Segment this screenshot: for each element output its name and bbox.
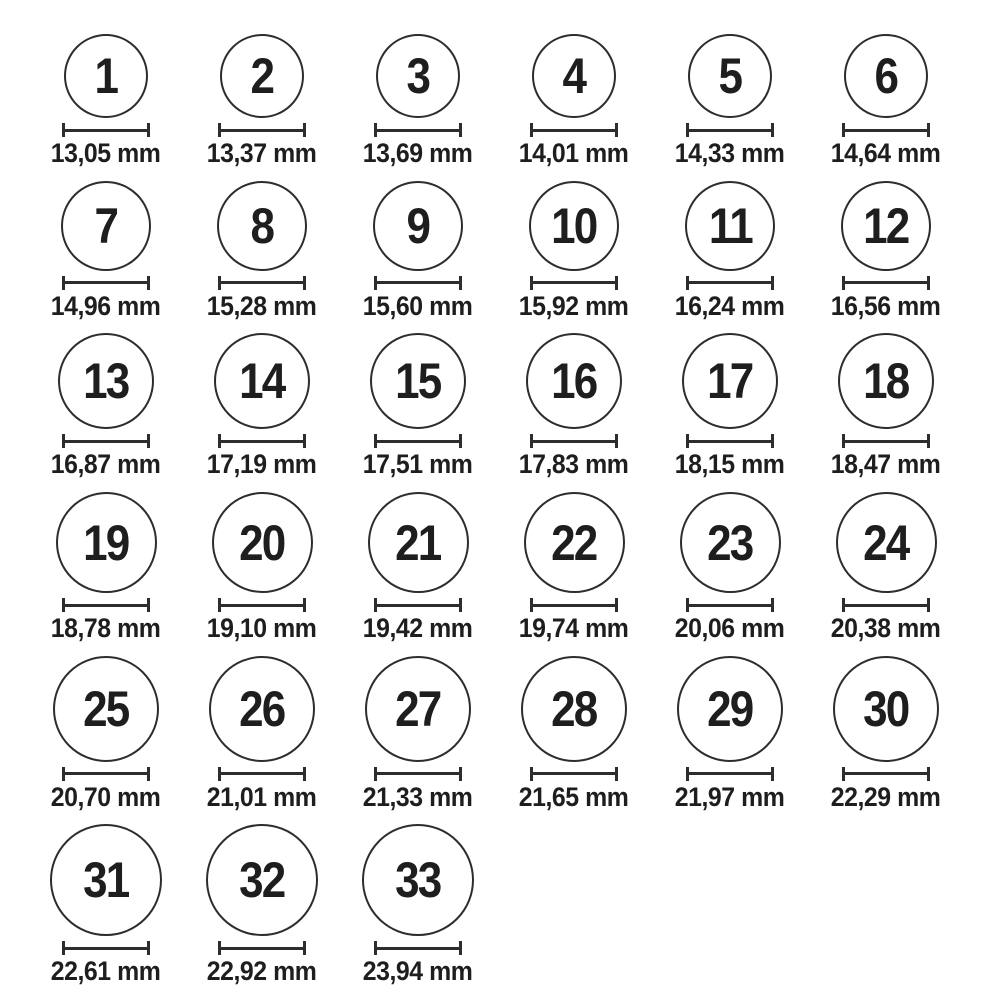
diameter-label: 16,56 mm bbox=[831, 290, 941, 321]
ring-size-item bbox=[652, 492, 808, 644]
ring-size-item bbox=[496, 492, 652, 644]
diameter-label: 16,87 mm bbox=[51, 449, 161, 480]
diameter-measure-line bbox=[530, 123, 618, 137]
ring-circle bbox=[529, 181, 619, 271]
diameter-measure-line bbox=[530, 767, 618, 781]
ring-circle bbox=[365, 656, 471, 762]
ring-size-number: 3 bbox=[406, 48, 430, 104]
diameter-measure-line bbox=[374, 434, 462, 448]
ring-size-item bbox=[808, 34, 964, 169]
diameter-measure-line bbox=[374, 123, 462, 137]
ring-size-item bbox=[28, 181, 184, 322]
ring-size-item bbox=[496, 333, 652, 480]
ring-size-item bbox=[808, 492, 964, 644]
ring-size-item bbox=[28, 824, 184, 987]
ring-circle bbox=[682, 333, 778, 429]
diameter-label: 19,74 mm bbox=[519, 613, 629, 644]
diameter-measure-line bbox=[62, 598, 150, 612]
diameter-measure-line bbox=[842, 123, 930, 137]
ring-size-item bbox=[28, 492, 184, 644]
diameter-measure-line bbox=[374, 276, 462, 290]
ring-circle bbox=[64, 34, 148, 118]
ring-size-number: 29 bbox=[707, 680, 753, 737]
diameter-label: 15,60 mm bbox=[363, 290, 473, 321]
ring-size-number: 32 bbox=[239, 852, 285, 909]
chart-row bbox=[28, 34, 964, 169]
diameter-measure-line bbox=[218, 123, 306, 137]
ring-size-number: 14 bbox=[239, 353, 285, 410]
ring-circle bbox=[370, 333, 466, 429]
ring-size-number: 16 bbox=[551, 353, 597, 410]
diameter-measure-line bbox=[686, 276, 774, 290]
diameter-label: 13,37 mm bbox=[207, 138, 317, 168]
ring-size-number: 28 bbox=[551, 680, 597, 737]
diameter-measure-line bbox=[218, 941, 306, 955]
diameter-measure-line bbox=[686, 598, 774, 612]
ring-size-item bbox=[28, 34, 184, 169]
ring-size-item bbox=[184, 656, 340, 813]
ring-size-number: 26 bbox=[239, 680, 285, 737]
chart-row bbox=[28, 181, 964, 322]
ring-circle bbox=[220, 34, 304, 118]
diameter-label: 18,47 mm bbox=[831, 449, 941, 480]
ring-size-item bbox=[496, 656, 652, 813]
chart-row bbox=[28, 492, 964, 644]
diameter-label: 14,96 mm bbox=[51, 290, 161, 321]
ring-size-number: 15 bbox=[395, 353, 441, 410]
diameter-label: 18,15 mm bbox=[675, 449, 785, 480]
ring-size-number: 13 bbox=[83, 353, 129, 410]
ring-circle bbox=[56, 492, 157, 593]
ring-size-number: 31 bbox=[83, 852, 129, 909]
diameter-measure-line bbox=[62, 276, 150, 290]
diameter-measure-line bbox=[530, 276, 618, 290]
diameter-measure-line bbox=[530, 598, 618, 612]
ring-circle bbox=[362, 824, 474, 936]
diameter-measure-line bbox=[686, 434, 774, 448]
ring-size-item bbox=[184, 34, 340, 169]
diameter-label: 23,94 mm bbox=[363, 956, 473, 987]
ring-size-item bbox=[28, 656, 184, 813]
ring-size-item bbox=[808, 656, 964, 813]
ring-size-number: 11 bbox=[708, 197, 752, 254]
diameter-label: 14,64 mm bbox=[831, 138, 941, 168]
ring-size-item bbox=[652, 181, 808, 322]
diameter-measure-line bbox=[62, 123, 150, 137]
ring-size-number: 5 bbox=[718, 48, 742, 104]
ring-size-number: 30 bbox=[863, 680, 909, 737]
ring-size-item bbox=[340, 824, 496, 987]
ring-size-number: 19 bbox=[83, 514, 129, 571]
diameter-measure-line bbox=[842, 276, 930, 290]
diameter-measure-line bbox=[374, 767, 462, 781]
ring-circle bbox=[212, 492, 313, 593]
diameter-measure-line bbox=[218, 434, 306, 448]
diameter-label: 14,33 mm bbox=[675, 138, 785, 168]
diameter-label: 15,28 mm bbox=[207, 290, 317, 321]
ring-size-number: 33 bbox=[395, 852, 441, 909]
diameter-measure-line bbox=[374, 941, 462, 955]
ring-size-number: 4 bbox=[562, 48, 586, 104]
diameter-label: 22,29 mm bbox=[831, 781, 941, 812]
chart-row bbox=[28, 333, 964, 480]
ring-size-number: 24 bbox=[863, 514, 909, 571]
diameter-measure-line bbox=[218, 276, 306, 290]
diameter-measure-line bbox=[686, 767, 774, 781]
ring-size-item bbox=[340, 333, 496, 480]
diameter-measure-line bbox=[374, 598, 462, 612]
diameter-label: 22,92 mm bbox=[207, 956, 317, 987]
ring-size-number: 1 bbox=[94, 48, 118, 104]
chart-row bbox=[28, 656, 964, 813]
ring-size-item bbox=[652, 656, 808, 813]
ring-size-item bbox=[340, 656, 496, 813]
diameter-label: 20,38 mm bbox=[831, 613, 941, 644]
diameter-measure-line bbox=[842, 598, 930, 612]
ring-size-item bbox=[808, 181, 964, 322]
ring-circle bbox=[521, 656, 627, 762]
ring-size-number: 21 bbox=[395, 514, 441, 571]
ring-size-item bbox=[496, 181, 652, 322]
ring-circle bbox=[841, 181, 931, 271]
ring-circle bbox=[532, 34, 616, 118]
diameter-label: 21,01 mm bbox=[207, 781, 317, 812]
ring-size-item bbox=[184, 333, 340, 480]
diameter-measure-line bbox=[62, 434, 150, 448]
ring-circle bbox=[368, 492, 469, 593]
ring-size-number: 23 bbox=[707, 514, 753, 571]
ring-size-item bbox=[496, 34, 652, 169]
ring-size-number: 25 bbox=[83, 680, 129, 737]
ring-size-item bbox=[28, 333, 184, 480]
diameter-label: 17,19 mm bbox=[207, 449, 317, 480]
diameter-measure-line bbox=[218, 598, 306, 612]
diameter-label: 19,42 mm bbox=[363, 613, 473, 644]
ring-circle bbox=[376, 34, 460, 118]
ring-circle bbox=[217, 181, 307, 271]
ring-size-item bbox=[652, 333, 808, 480]
ring-size-item bbox=[184, 824, 340, 987]
ring-size-item bbox=[184, 181, 340, 322]
ring-circle bbox=[838, 333, 934, 429]
diameter-label: 16,24 mm bbox=[675, 290, 785, 321]
diameter-measure-line bbox=[686, 123, 774, 137]
diameter-label: 13,05 mm bbox=[51, 138, 161, 168]
ring-circle bbox=[677, 656, 783, 762]
ring-size-item bbox=[340, 181, 496, 322]
ring-circle bbox=[688, 34, 772, 118]
ring-size-number: 9 bbox=[406, 197, 430, 254]
ring-circle bbox=[209, 656, 315, 762]
diameter-label: 17,51 mm bbox=[363, 449, 473, 480]
diameter-label: 19,10 mm bbox=[207, 613, 317, 644]
ring-size-number: 8 bbox=[250, 197, 274, 254]
ring-size-item bbox=[340, 492, 496, 644]
ring-size-item bbox=[808, 333, 964, 480]
ring-size-number: 6 bbox=[874, 48, 898, 104]
diameter-label: 14,01 mm bbox=[519, 138, 629, 168]
diameter-label: 13,69 mm bbox=[363, 138, 473, 168]
diameter-label: 22,61 mm bbox=[51, 956, 161, 987]
ring-circle bbox=[58, 333, 154, 429]
ring-size-number: 20 bbox=[239, 514, 285, 571]
ring-size-chart bbox=[28, 34, 964, 987]
ring-size-number: 27 bbox=[395, 680, 441, 737]
diameter-label: 18,78 mm bbox=[51, 613, 161, 644]
ring-size-number: 7 bbox=[94, 197, 118, 254]
ring-size-number: 2 bbox=[250, 48, 274, 104]
ring-circle bbox=[844, 34, 928, 118]
ring-circle bbox=[61, 181, 151, 271]
ring-circle bbox=[206, 824, 318, 936]
ring-circle bbox=[214, 333, 310, 429]
diameter-label: 17,83 mm bbox=[519, 449, 629, 480]
ring-size-item bbox=[652, 34, 808, 169]
diameter-measure-line bbox=[842, 767, 930, 781]
ring-circle bbox=[373, 181, 463, 271]
ring-size-number: 17 bbox=[707, 353, 753, 410]
diameter-label: 21,97 mm bbox=[675, 781, 785, 812]
ring-size-number: 10 bbox=[551, 197, 597, 254]
diameter-label: 15,92 mm bbox=[519, 290, 629, 321]
diameter-measure-line bbox=[62, 767, 150, 781]
ring-circle bbox=[53, 656, 159, 762]
ring-size-number: 18 bbox=[863, 353, 909, 410]
ring-size-number: 22 bbox=[551, 514, 597, 571]
diameter-measure-line bbox=[218, 767, 306, 781]
ring-circle bbox=[680, 492, 781, 593]
diameter-label: 21,33 mm bbox=[363, 781, 473, 812]
diameter-label: 20,70 mm bbox=[51, 781, 161, 812]
ring-circle bbox=[685, 181, 775, 271]
chart-row bbox=[28, 824, 964, 987]
ring-size-item bbox=[340, 34, 496, 169]
diameter-measure-line bbox=[842, 434, 930, 448]
ring-size-item bbox=[184, 492, 340, 644]
diameter-measure-line bbox=[62, 941, 150, 955]
ring-circle bbox=[526, 333, 622, 429]
ring-circle bbox=[833, 656, 939, 762]
ring-circle bbox=[524, 492, 625, 593]
ring-circle bbox=[836, 492, 937, 593]
diameter-label: 20,06 mm bbox=[675, 613, 785, 644]
ring-size-number: 12 bbox=[863, 197, 909, 254]
ring-circle bbox=[50, 824, 162, 936]
diameter-measure-line bbox=[530, 434, 618, 448]
diameter-label: 21,65 mm bbox=[519, 781, 629, 812]
